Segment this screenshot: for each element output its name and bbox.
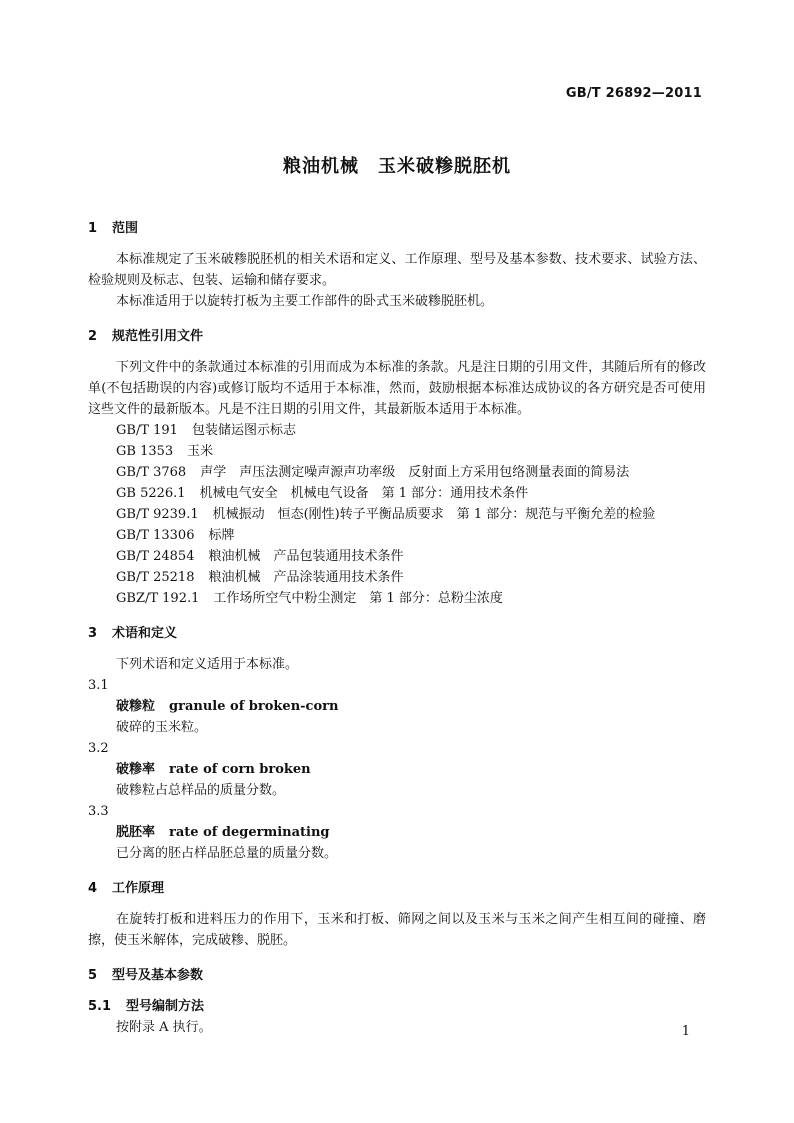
term-definition: 破碎的玉米粒。 (116, 720, 208, 735)
reference-item (88, 546, 706, 567)
scope-paragraph-1: 本标准规定了玉米破糁脱胚机的相关术语和定义、工作原理、型号及基本参数、技术要求、试验方法、检验规则及标志、包装、运输和储存要求。 (88, 252, 706, 288)
term-number: 3.3 (88, 804, 109, 819)
term-en: granule of broken-corn (169, 699, 339, 714)
section-title: 范围 (112, 221, 139, 236)
section-number: 3 (88, 626, 98, 641)
document-title: 粮油机械 玉米破糁脱胚机 (283, 156, 511, 177)
principle-paragraph: 在旋转打板和进料压力的作用下，玉米和打板、筛网之间以及玉米与玉米之间产生相互间的碰撞、磨擦，使玉米解体，完成破糁、脱胚。 (88, 912, 706, 948)
reference-title: 玉米 (187, 444, 214, 459)
document-body (88, 212, 706, 1038)
section-title: 术语和定义 (112, 626, 178, 641)
subsection-5-1-heading (88, 996, 706, 1017)
section-number: 5 (88, 968, 98, 983)
term-heading (88, 696, 706, 717)
section-2-heading (88, 326, 706, 347)
terms-intro: 下列术语和定义适用于本标准。 (116, 657, 299, 672)
term-en: rate of degerminating (169, 825, 330, 840)
reference-code: GB/T 3768 (116, 465, 187, 480)
reference-code: GB/T 191 (116, 423, 178, 438)
reference-title: 包装储运图示标志 (191, 423, 296, 438)
reference-code: GB/T 9239.1 (116, 507, 199, 522)
section-title: 工作原理 (112, 881, 165, 896)
reference-code: GB/T 13306 (116, 528, 195, 543)
term-heading (88, 822, 706, 843)
term-zh: 脱胚率 (116, 825, 156, 840)
section-number: 1 (88, 221, 98, 236)
reference-title: 工作场所空气中粉尘测定 第 1 部分：总粉尘浓度 (213, 591, 503, 606)
term-en: rate of corn broken (169, 762, 311, 777)
term-zh: 破糁率 (116, 762, 156, 777)
term-number: 3.2 (88, 741, 109, 756)
reference-item (88, 504, 706, 525)
scope-paragraph-2: 本标准适用于以旋转打板为主要工作部件的卧式玉米破糁脱胚机。 (116, 294, 494, 309)
reference-code: GB 1353 (116, 444, 174, 459)
reference-item (88, 483, 706, 504)
reference-item (88, 420, 706, 441)
term-heading (88, 759, 706, 780)
page-number: 1 (681, 1024, 690, 1039)
reference-title: 粮油机械 产品包装通用技术条件 (208, 549, 404, 564)
reference-item (88, 462, 706, 483)
term-zh: 破糁粒 (116, 699, 156, 714)
reference-item (88, 588, 706, 609)
reference-title: 机械振动 恒态(刚性)转子平衡品质要求 第 1 部分：规范与平衡允差的检验 (212, 507, 656, 522)
references-intro: 下列文件中的条款通过本标准的引用而成为本标准的条款。凡是注日期的引用文件，其随后所有的修改单(不包括勘误的内容)或修订版均不适用于本标准，然而，鼓励根据本标准达成协议的各方研究是否可使用这些文件的最新版本。凡是不注日期的引用文件，其最新版本适用于本标准。 (88, 360, 706, 417)
reference-code: GB/T 24854 (116, 549, 195, 564)
reference-code: GB 5226.1 (116, 486, 186, 501)
reference-code: GBZ/T 192.1 (116, 591, 200, 606)
section-title: 规范性引用文件 (112, 329, 204, 344)
section-number: 2 (88, 329, 98, 344)
reference-item (88, 525, 706, 546)
section-5-heading (88, 965, 706, 986)
term-definition: 破糁粒占总样品的质量分数。 (116, 783, 286, 798)
reference-title: 标牌 (208, 528, 235, 543)
section-title: 型号及基本参数 (112, 968, 204, 983)
subsection-title: 型号编制方法 (126, 999, 205, 1014)
section-1-heading (88, 218, 706, 239)
reference-code: GB/T 25218 (116, 570, 195, 585)
term-number: 3.1 (88, 678, 109, 693)
section-4-heading (88, 878, 706, 899)
reference-title: 声学 声压法测定噪声源声功率级 反射面上方采用包络测量表面的简易法 (200, 465, 630, 480)
term-definition: 已分离的胚占样品胚总量的质量分数。 (116, 846, 338, 861)
model-method-paragraph: 按附录 A 执行。 (116, 1020, 212, 1035)
standard-code: GB/T 26892—2011 (565, 86, 702, 101)
reference-item (88, 567, 706, 588)
reference-title: 粮油机械 产品涂装通用技术条件 (208, 570, 404, 585)
section-3-heading (88, 623, 706, 644)
subsection-number: 5.1 (88, 999, 112, 1014)
reference-item (88, 441, 706, 462)
section-number: 4 (88, 881, 98, 896)
reference-title: 机械电气安全 机械电气设备 第 1 部分：通用技术条件 (199, 486, 529, 501)
